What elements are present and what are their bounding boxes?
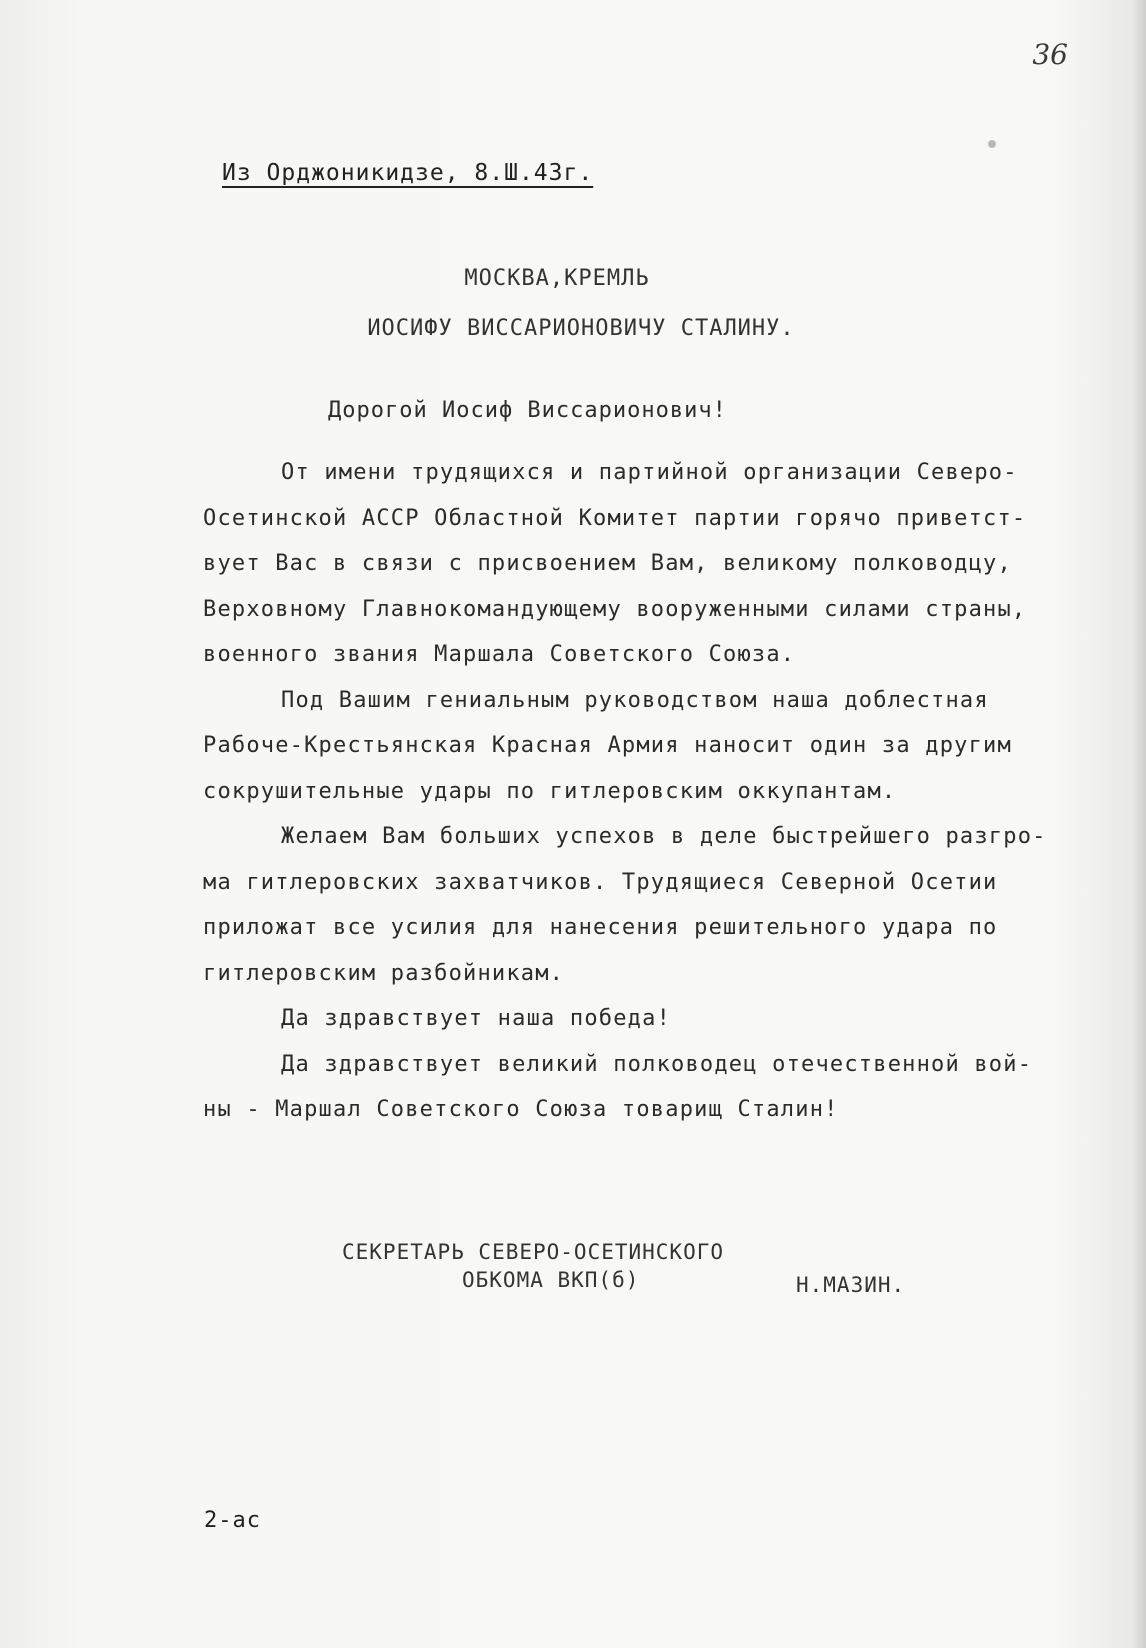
body-line: приложат все усилия для нанесения решительного удара по <box>203 915 998 940</box>
body-line: Под Вашим гениальным руководством наша доблестная <box>281 687 989 713</box>
body-line: Да здравствует наша победа! <box>281 1006 672 1031</box>
body-line: гитлеровским разбойникам. <box>203 960 565 986</box>
body-line: От имени трудящихся и партийной организации Северо- <box>281 460 1018 485</box>
paper-speck <box>988 140 996 148</box>
body-line: Да здравствует великий полководец отечественной вой- <box>281 1051 1033 1077</box>
body-line: сокрушительные удары по гитлеровским оккупантам. <box>203 778 897 804</box>
signature-name: Н.МАЗИН. <box>796 1273 906 1297</box>
body-line: ма гитлеровских захватчиков. Трудящиеся Северной Осетии <box>203 869 998 895</box>
page-number: 36 <box>1032 38 1068 71</box>
body-line: Верховному Главнокомандующему вооруженными силами страны, <box>203 596 1027 622</box>
body-line: Осетинской АССР Областной Комитет партии горячо приветст- <box>203 505 1027 531</box>
body-line: вует Вас в связи с присвоением Вам, великому полководцу, <box>203 551 1012 576</box>
greeting: Дорогой Иосиф Виссарионович! <box>328 398 727 423</box>
body-line: военного звания Маршала Советского Союза. <box>203 642 796 667</box>
body-line: Желаем Вам больших успехов в деле быстрейшего разгро- <box>281 824 1047 849</box>
address-line-2: ИОСИФУ ВИССАРИОНОВИЧУ СТАЛИНУ. <box>367 316 795 341</box>
address-line-1: МОСКВА,КРЕМЛЬ <box>464 266 650 291</box>
body-line: Рабоче-Крестьянская Красная Армия наносит один за другим <box>203 733 1012 758</box>
page-edge-shadow <box>1132 0 1146 1648</box>
signature-title-line-2: ОБКОМА ВКП(б) <box>462 1268 640 1292</box>
signature-title-line-1: СЕКРЕТАРЬ СЕВЕРО-ОСЕТИНСКОГО <box>342 1240 725 1264</box>
place-date: Из Орджоникидзе, 8.Ш.43г. <box>222 160 594 186</box>
reference-mark: 2-ас <box>204 1508 261 1533</box>
body-line: ны - Маршал Советского Союза товарищ Сталин! <box>203 1097 839 1122</box>
letter-body <box>203 450 1083 1133</box>
